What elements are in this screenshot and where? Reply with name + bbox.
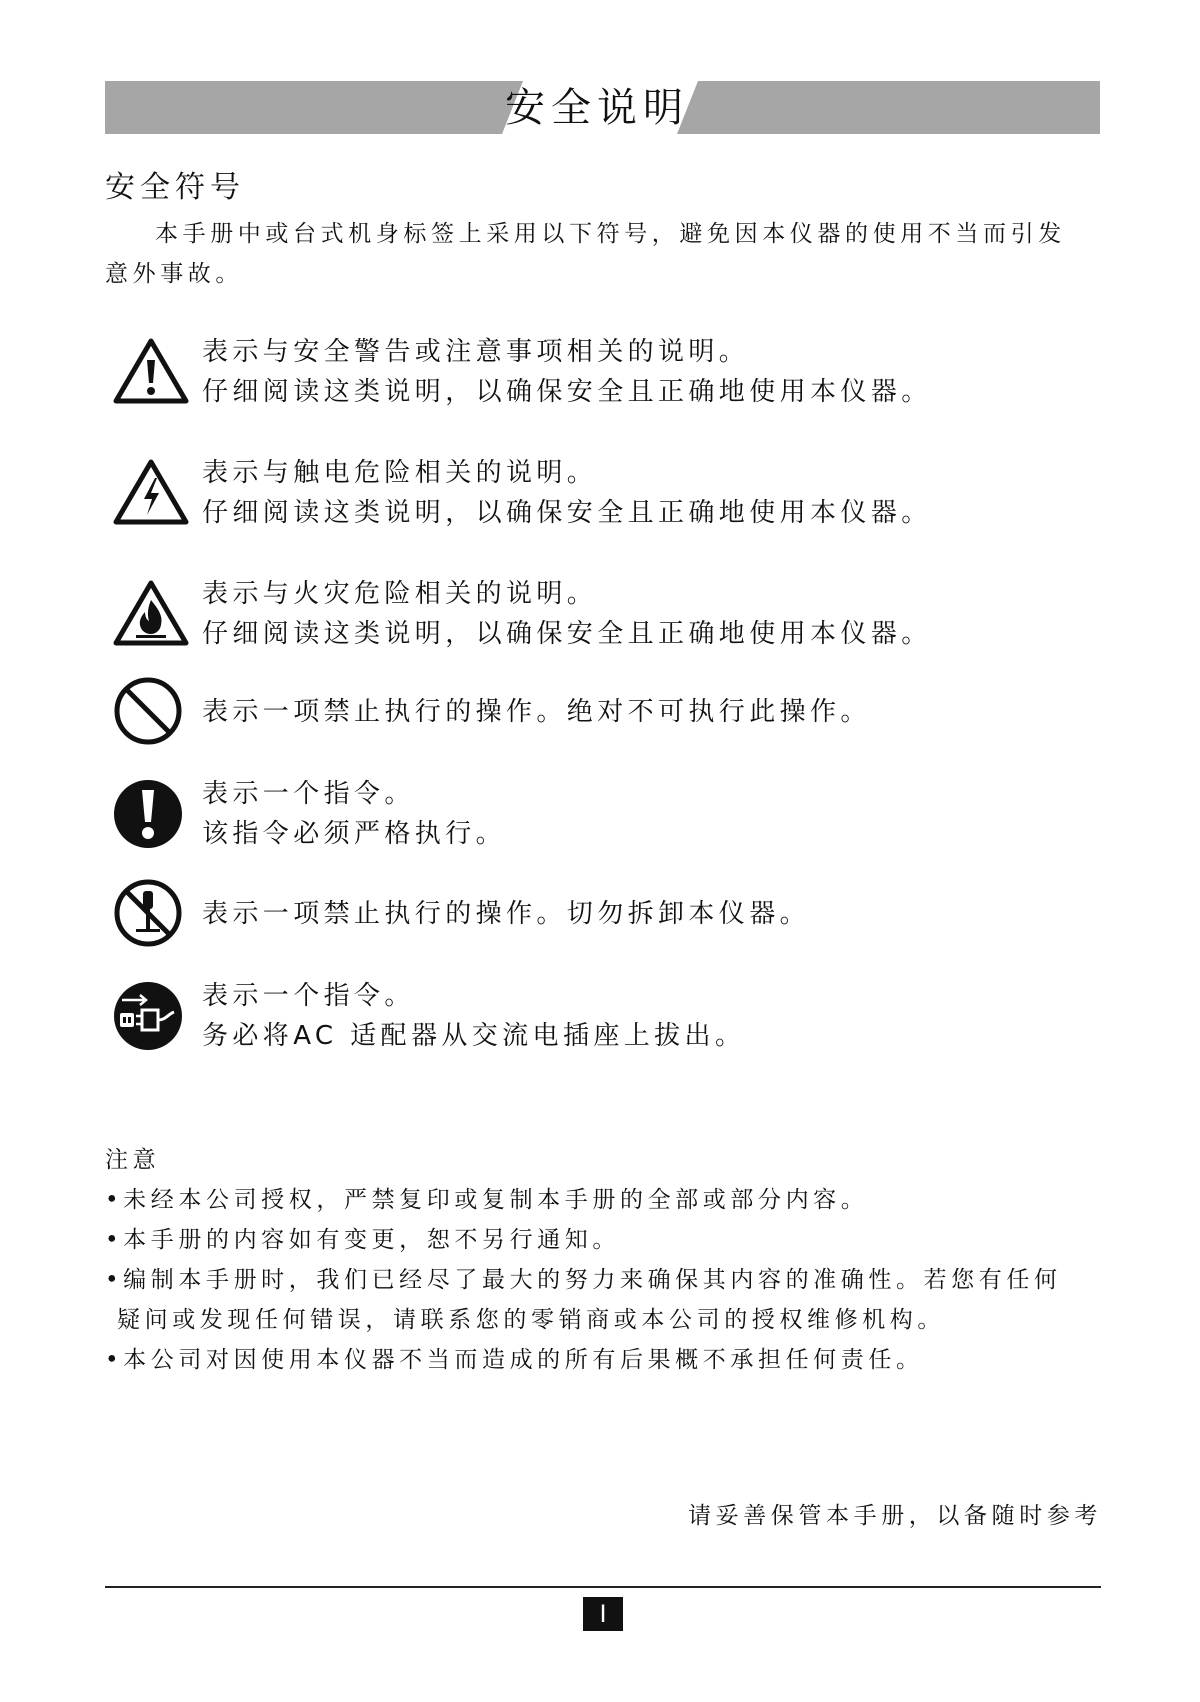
symbol-description-2 <box>202 453 932 533</box>
note-item-3-continued: 疑问或发现任何错误，请联系您的零销商或本公司的授权维修机构。 <box>117 1307 945 1333</box>
symbol-6-line-1: 表示一项禁止执行的操作。切勿拆卸本仪器。 <box>202 899 811 929</box>
warning-triangle-icon <box>112 336 190 410</box>
symbol-description-4 <box>202 692 871 732</box>
intro-line-1: 本手册中或台式机身标签上采用以下符号，避免因本仪器的使用不当而引发 <box>155 221 1066 247</box>
no-disassembly-icon <box>112 877 184 953</box>
notes-heading: 注意 <box>105 1147 161 1173</box>
footer-divider <box>105 1586 1101 1588</box>
intro-line-2: 意外事故。 <box>105 261 243 287</box>
symbol-7-line-2: 务必将AC 适配器从交流电插座上拔出。 <box>202 1021 746 1051</box>
prohibited-icon <box>112 675 184 751</box>
symbol-7-line-1: 表示一个指令。 <box>202 981 415 1011</box>
note-item-1: •未经本公司授权，严禁复印或复制本手册的全部或部分内容。 <box>105 1187 869 1213</box>
keep-manual-note: 请妥善保管本手册，以备随时参考 <box>688 1503 1102 1529</box>
unplug-adapter-icon <box>112 980 184 1056</box>
mandatory-exclamation-icon <box>112 778 184 854</box>
symbol-description-5 <box>202 774 506 854</box>
notes-section <box>105 1140 1105 1380</box>
symbol-4-line-1: 表示一项禁止执行的操作。绝对不可执行此操作。 <box>202 697 871 727</box>
symbol-2-line-1: 表示与触电危险相关的说明。 <box>202 458 598 488</box>
note-item-3: •编制本手册时，我们已经尽了最大的努力来确保其内容的准确性。若您有任何 <box>105 1267 1062 1293</box>
symbol-1-line-1: 表示与安全警告或注意事项相关的说明。 <box>202 337 750 367</box>
page-number: I <box>583 1597 623 1631</box>
page-title: 安全说明 <box>505 85 689 131</box>
symbol-description-6 <box>202 894 810 934</box>
symbol-3-line-1: 表示与火灾危险相关的说明。 <box>202 579 598 609</box>
symbol-description-1 <box>202 332 932 412</box>
symbol-2-line-2: 仔细阅读这类说明，以确保安全且正确地使用本仪器。 <box>202 498 932 528</box>
electric-shock-icon <box>112 457 190 531</box>
intro-paragraph <box>105 214 1103 294</box>
note-item-2: •本手册的内容如有变更，恕不另行通知。 <box>105 1227 620 1253</box>
symbol-description-7 <box>202 976 745 1056</box>
section-title: 安全符号 <box>105 170 245 205</box>
note-item-4: •本公司对因使用本仪器不当而造成的所有后果概不承担任何责任。 <box>105 1347 924 1373</box>
symbol-5-line-2: 该指令必须严格执行。 <box>202 819 507 849</box>
symbol-description-3 <box>202 574 932 654</box>
symbol-5-line-1: 表示一个指令。 <box>202 779 415 809</box>
symbol-1-line-2: 仔细阅读这类说明，以确保安全且正确地使用本仪器。 <box>202 377 932 407</box>
symbol-3-line-2: 仔细阅读这类说明，以确保安全且正确地使用本仪器。 <box>202 619 932 649</box>
fire-hazard-icon <box>112 578 190 652</box>
